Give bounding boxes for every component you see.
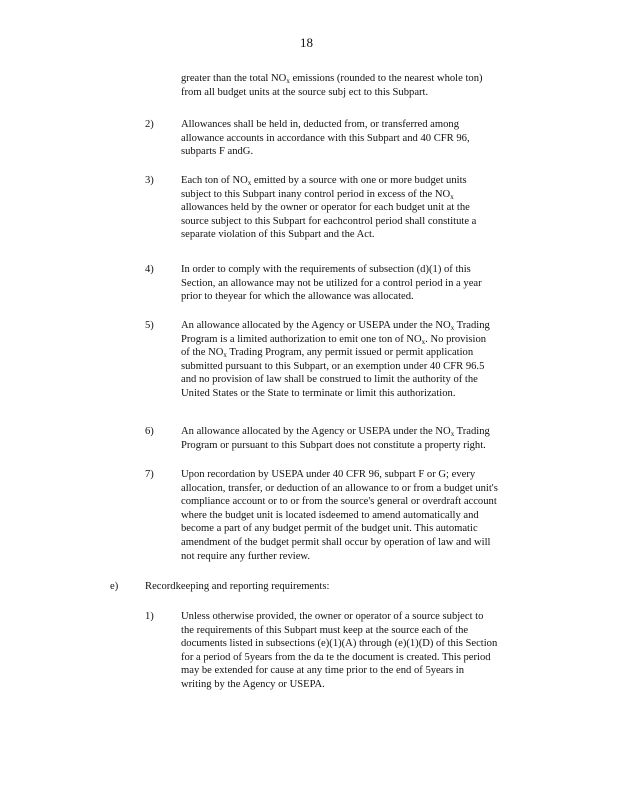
- text-line: An allowance allocated by the Agency or USEPA under the $NO_x$ Trading: [181, 426, 490, 438]
- item-marker: 1): [145, 611, 154, 622]
- text-line: United States or the State to terminate or limit this authorization.: [181, 387, 456, 399]
- text-line: where the budget unit is located isdeemed to amend automatically and: [181, 509, 479, 521]
- paragraph-item-e1: [181, 610, 539, 692]
- item-marker: 7): [145, 469, 154, 480]
- text-line: greater than the total $NO_x$ emissions (rounded to the nearest whole ton): [181, 73, 483, 85]
- text-line: subparts F andG.: [181, 146, 254, 158]
- text-line: the requirements of this Subpart must keep at the source each of the: [181, 624, 469, 636]
- text-line: Section, an allowance may not be utilized for a control period in a year: [181, 277, 482, 289]
- text-line: separate violation of this Subpart and the Act.: [181, 229, 375, 241]
- item-marker: 4): [145, 264, 154, 275]
- text-line: subject to this Subpart inany control period in excess of the $NO_x$: [181, 188, 454, 201]
- text-line: allocation, transfer, or deduction of an allowance to or from a budget unit's: [181, 482, 498, 494]
- item-marker: 3): [145, 175, 154, 186]
- paragraph-item-6: [181, 425, 521, 452]
- text-line: source subject to this Subpart for eachcontrol period shall constitute a: [181, 215, 477, 227]
- text-line: writing by the Agency or USEPA.: [181, 678, 325, 690]
- text-line: Unless otherwise provided, the owner or operator of a source subject to: [181, 611, 484, 622]
- paragraph-continuation: [181, 72, 521, 99]
- text-line: submitted pursuant to this Subpart, or an exemption under 40 CFR 96.5: [181, 360, 485, 372]
- text-line: Recordkeeping and reporting requirements:: [145, 581, 330, 592]
- text-line: Program is a limited authorization to emit one ton of $NO_x$. No provision: [181, 333, 487, 346]
- text-line: prior to theyear for which the allowance was allocated.: [181, 291, 414, 303]
- paragraph-item-2: [181, 118, 521, 159]
- paragraph-item-3: [181, 174, 521, 242]
- text-line: and no provision of law shall be construed to limit the authority of the: [181, 374, 478, 386]
- text-line: documents listed in subsections (e)(1)(A) through (e)(1)(D) of this Section: [181, 638, 498, 650]
- item-marker: 5): [145, 320, 154, 331]
- section-heading: [145, 580, 445, 594]
- text-line: may be extended for cause at any time prior to the end of 5years in: [181, 665, 464, 677]
- text-line: Allowances shall be held in, deducted from, or transferred among: [181, 119, 459, 130]
- text-line: An allowance allocated by the Agency or USEPA under the $NO_x$ Trading: [181, 320, 490, 332]
- text-line: Upon recordation by USEPA under 40 CFR 96, subpart F or G; every: [181, 469, 476, 480]
- paragraph-item-4: [181, 263, 521, 304]
- text-line: not require any further review.: [181, 550, 311, 562]
- text-line: become a part of any budget permit of the budget unit. This automatic: [181, 523, 478, 535]
- text-line: of the $NO_x$ Trading Program, any permit issued or permit application: [181, 347, 474, 360]
- paragraph-item-5: [181, 319, 521, 401]
- text-line: compliance account or to or from the source's general or overdraft account: [181, 496, 497, 508]
- text-line: allowances held by the owner or operator for each budget unit at the: [181, 202, 470, 214]
- item-marker: 6): [145, 426, 154, 437]
- text-line: from all budget units at the source subj ect to this Subpart.: [181, 86, 429, 98]
- text-line: allowance accounts in accordance with this Subpart and 40 CFR 96,: [181, 132, 470, 144]
- paragraph-item-7: [181, 468, 539, 563]
- item-marker: 2): [145, 119, 154, 130]
- text-line: In order to comply with the requirements of subsection (d)(1) of this: [181, 264, 471, 275]
- text-line: Program or pursuant to this Subpart does not constitute a property right.: [181, 439, 486, 451]
- page-number: 18: [300, 35, 313, 50]
- text-line: Each ton of $NO_x$ emitted by a source with one or more budget units: [181, 175, 467, 187]
- text-line: amendment of the budget permit shall occur by operation of law and will: [181, 536, 491, 548]
- section-marker: e): [110, 581, 119, 592]
- text-line: for a period of 5years from the da te the document is created. This period: [181, 651, 491, 663]
